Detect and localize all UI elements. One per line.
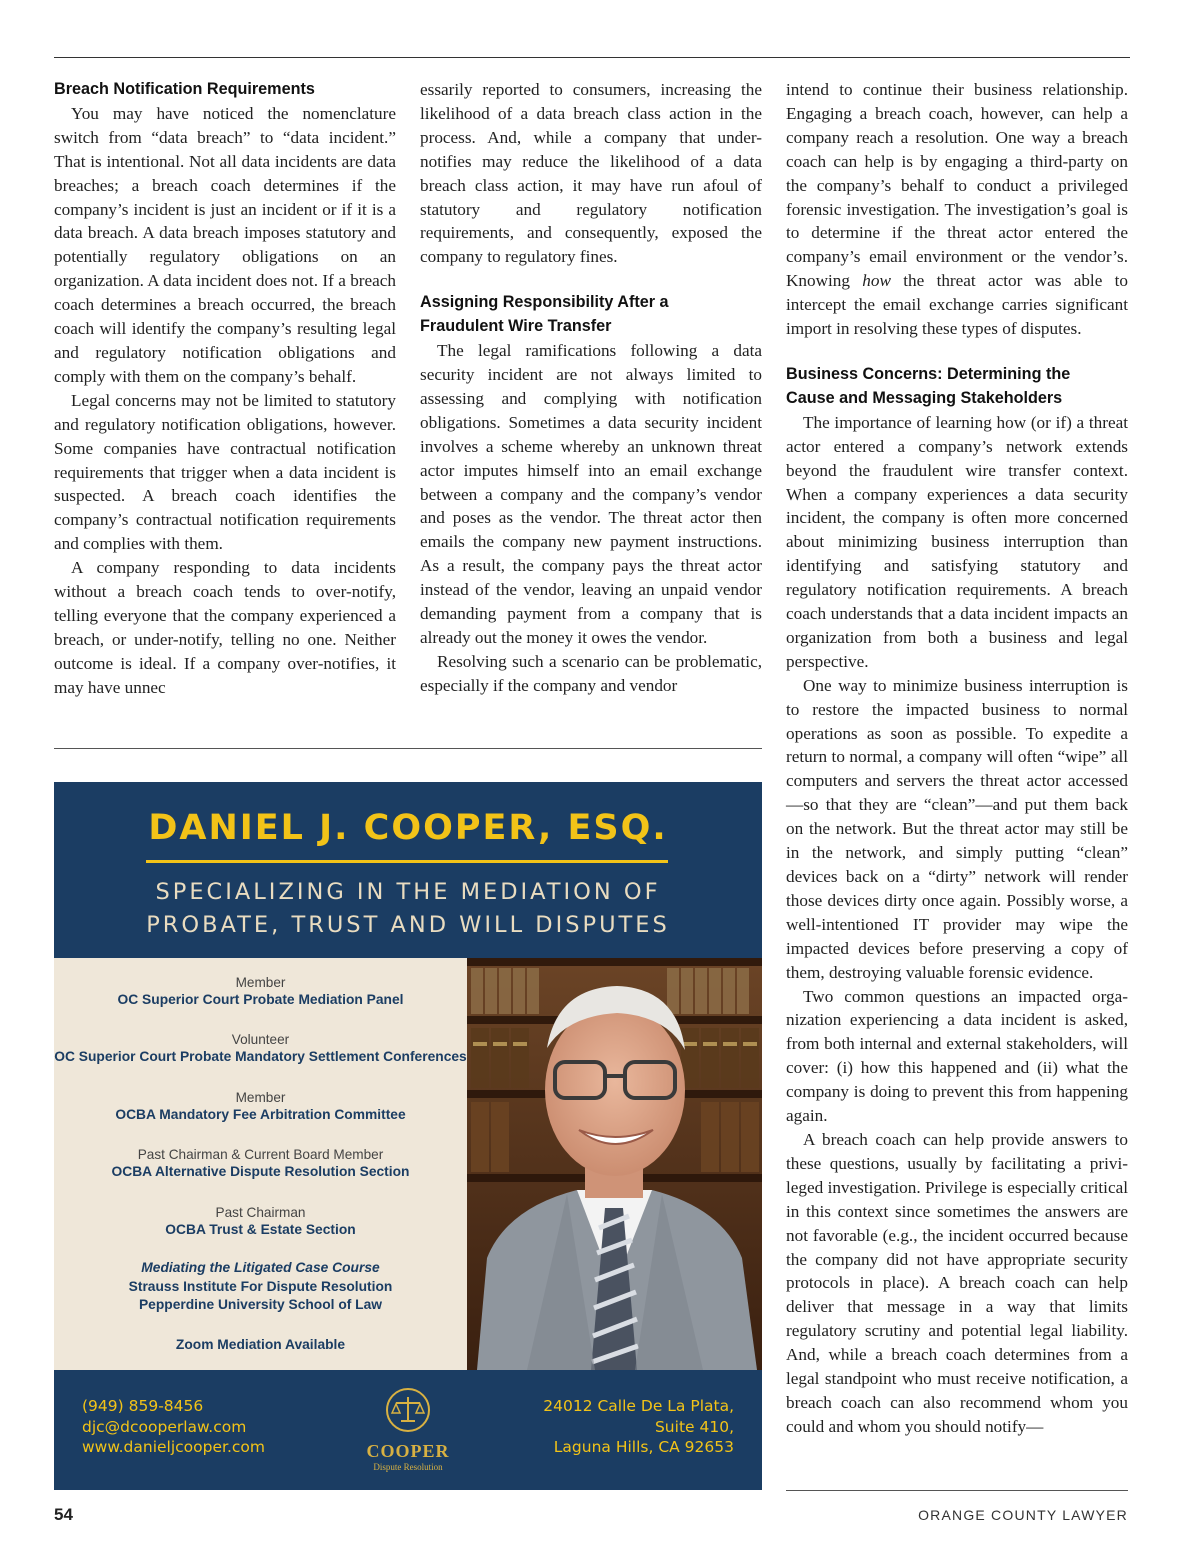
text-run: intend to continue their business relationship. Engaging a breach coach, however, can help a company reach a resolution. One way a breach coach can help is by engaging a third-party on the company’s behalf to conduct a privileged forensic investigation. The investigation’s goal is to determine if the threat actor entered the company’s email environment or the vendor’s. Knowing — [786, 80, 1128, 291]
credential — [54, 1031, 467, 1066]
top-rule — [54, 57, 1130, 58]
course-title: Mediating the Litigated Case Course — [141, 1260, 380, 1275]
paragraph — [786, 78, 1128, 341]
ad-credentials-panel — [54, 958, 467, 1370]
logo-subtitle: Dispute Resolution — [373, 1462, 443, 1472]
ad-course — [54, 1258, 467, 1314]
address-line: 24012 Calle De La Plata, — [543, 1397, 734, 1415]
credential-org: OCBA Alternative Dispute Resolution Section — [111, 1164, 410, 1179]
logo-wordmark: COOPER — [366, 1441, 450, 1461]
course-school: Pepperdine University School of Law — [138, 1297, 383, 1312]
ad-attorney-name: DANIEL J. COOPER, ESQ. — [148, 808, 668, 848]
course-institute: Strauss Institute For Dispute Resolution — [128, 1279, 393, 1294]
ad-gold-divider — [146, 860, 668, 863]
ad-zoom-note — [54, 1336, 467, 1354]
credential-title: Member — [235, 975, 286, 990]
heading-line: Assigning Responsibility After a — [420, 293, 669, 312]
credential-title: Member — [235, 1090, 286, 1105]
credential-org: OCBA Mandatory Fee Arbitration Committee — [115, 1107, 406, 1122]
credential-title: Past Chairman — [215, 1205, 306, 1220]
scales-of-justice-icon — [384, 1386, 432, 1434]
paragraph: You may have noticed the nomenclature switch from “data breach” to “data incident.” That is intentional. Not all data incidents are data breaches; a breach coach determines if the company’s incident is just an incident or if it is a data breach. A data breach imposes statutory and potentially regulatory obligations on an organization. A data incident does not. If a breach coach determines a breach occurred, the breach coach will identify the company’s resulting legal and regulatory notification obligations and comply with them on the company’s behalf. — [54, 103, 396, 386]
emphasis-text: how — [862, 271, 891, 291]
section-heading-breach-notification: Breach Notification Requirements — [54, 80, 315, 98]
paragraph: The importance of learning how (or if) a threat actor entered a company’s network extends beyond the fraudulent wire transfer context. When a company experiences a data security incident, the company is often more concerned about minimizing business interruption than identifying and satisfying statutory and regulatory notification requirements. A breach coach understands that a data incident impacts an organization from both a business and legal perspective. — [786, 412, 1128, 671]
email-address[interactable]: djc@dcooperlaw.com — [82, 1417, 247, 1436]
website-link[interactable]: www.danieljcooper.com — [82, 1438, 265, 1456]
advertisement — [54, 782, 762, 1490]
paragraph: A breach coach can help provide answers to these questions, usually by facilitating a privileged investigation. Privilege is especially critical in this context since sometimes the answers are not favorable (e.g., the incident occurred because the company did not have appropriate security protocols in place). A breach coach can help deliver that message in a way that limits regulatory scrutiny and potential legal liability. And, while a breach coach determines from a legal standpoint who must receive notification, a breach coach can also recommend whom you could and whom you should notify— — [786, 1129, 1128, 1436]
credential — [54, 1089, 467, 1124]
credential-org: OC Superior Court Probate Mediation Panel — [117, 992, 404, 1007]
attorney-photo — [467, 958, 762, 1370]
paragraph: Legal concerns may not be limited to statutory and regulatory notification obligations, however. Some companies have contractual notification requirements that trigger when a data incident is suspected. A breach coach identifies the company’s contractual notification requirements and complies with them. — [54, 390, 396, 554]
credential-org: OC Superior Court Probate Mandatory Settlement Conferences — [54, 1049, 467, 1064]
section-heading-business-concerns — [786, 363, 1128, 411]
page-number: 54 — [54, 1505, 73, 1524]
paragraph: essarily reported to consumers, increasing the likelihood of a data breach class action in the process. And, while a company that under-notifies may reduce the likelihood of a data breach class action, it may have run afoul of statutory and regulatory notification requirements, and consequently, exposed the company to regulatory fines. — [420, 80, 762, 267]
cooper-logo — [360, 1386, 456, 1472]
phone-number[interactable]: (949) 859-8456 — [82, 1397, 204, 1415]
credential — [54, 1146, 467, 1181]
paragraph: Two common questions an impacted organization experiencing a data incident is asked, from both internal and external stakeholders, will cover: (i) how this happened and (ii) what the company is doing to prevent this from happening again. — [786, 986, 1128, 1126]
section-heading-assigning-responsibility — [420, 291, 762, 339]
address-line: Laguna Hills, CA 92653 — [553, 1438, 734, 1456]
credential-title: Past Chairman & Current Board Member — [137, 1147, 384, 1162]
publication-name: ORANGE COUNTY LAWYER — [918, 1507, 1128, 1523]
heading-line: Cause and Messaging Stakeholders — [786, 388, 1063, 407]
ad-contact-bar — [54, 1370, 762, 1490]
ad-specialty-line: SPECIALIZING IN THE MEDIATION OF — [155, 879, 661, 905]
article-column-3 — [786, 78, 1128, 1439]
zoom-availability: Zoom Mediation Available — [175, 1337, 346, 1352]
heading-line: Fraudulent Wire Transfer — [420, 317, 612, 336]
credential-title: Volunteer — [231, 1032, 290, 1047]
article-column-2 — [420, 78, 762, 698]
address-line: Suite 410, — [654, 1417, 734, 1436]
ad-specialty — [54, 876, 762, 942]
paragraph: The legal ramifications following a data security incident are not always limited to assessing and complying with notification obligations. Sometimes a data security incident involves a scheme whereby an unknown threat actor imputes himself into an email exchange between a company and the company’s vendor and poses as the vendor. The threat actor then emails the company new payment instructions. As a result, the company pays the threat actor instead of the vendor, leaving an unpaid vendor demanding payment from a company that is already out the money it owes the vendor. — [420, 341, 762, 647]
heading-line: Business Concerns: Determining the — [786, 364, 1071, 383]
attorney-portrait — [467, 958, 762, 1370]
ad-specialty-line: PROBATE, TRUST AND WILL DISPUTES — [146, 912, 670, 938]
ad-address — [543, 1396, 734, 1458]
article-column-1 — [54, 78, 396, 700]
paragraph: A company responding to data incidents without a breach coach tends to over-notify, telling everyone that the company experienced a breach, or under-notify, telling no one. Neither outcome is ideal. If a company over-notifies, it may have unnec — [54, 558, 396, 697]
credential — [54, 1204, 467, 1239]
paragraph: One way to minimize business interruption is to restore the impacted business to normal operations as soon as possible. To expedite a return to normal, a company will often “wipe” all computers and servers the threat actor accessed—so that they are “clean”—and put them back on the network. But the threat actor may still be in the network, and simply putting “clean” devices back on a “dirty” network will render those devices dirty once again. Possibly worse, a well-intentioned IT provider may wipe the impacted devices before preserving a copy of them, destroying valuable forensic evidence. — [786, 675, 1128, 982]
ad-top-rule — [54, 748, 762, 749]
column-bottom-rule — [786, 1490, 1128, 1491]
credential-org: OCBA Trust & Estate Section — [165, 1222, 356, 1237]
paragraph: Resolving such a scenario can be problematic, especially if the company and vendor — [420, 651, 762, 695]
text-run: the threat actor was able to intercept the email exchange carries significant import in resolving these types of disputes. — [786, 271, 1128, 339]
ad-contact-info — [82, 1396, 265, 1458]
credential — [54, 974, 467, 1009]
